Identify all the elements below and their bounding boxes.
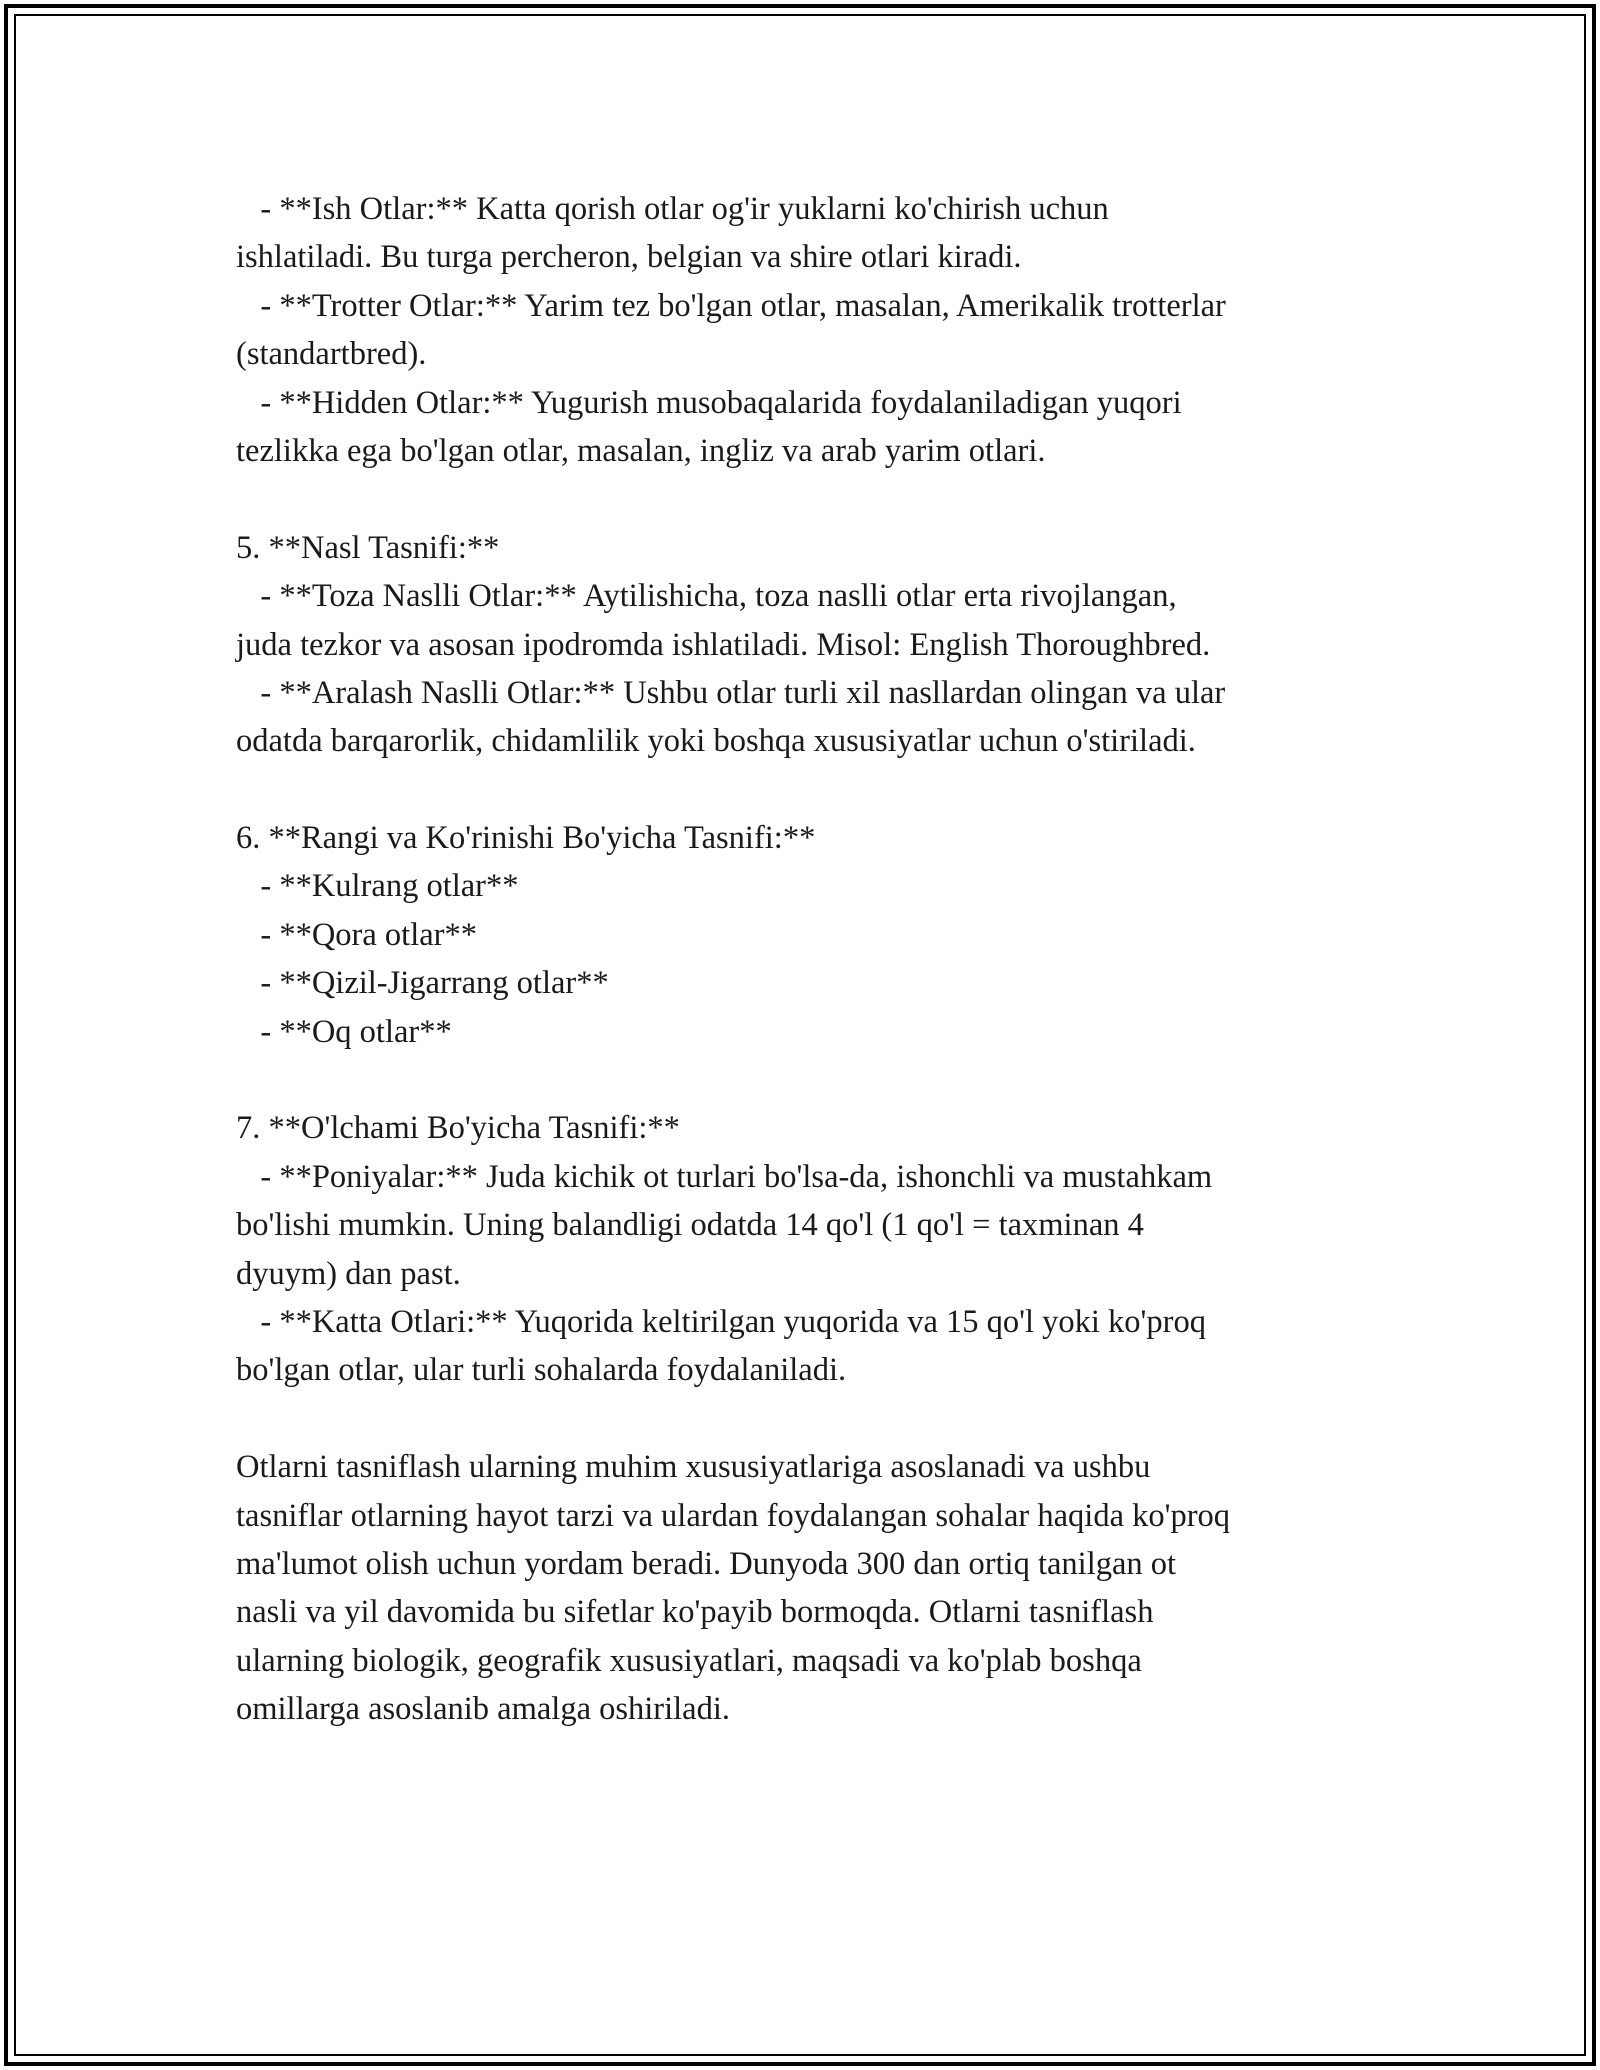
paragraph-trotter-otlar [236,282,1416,379]
blank-line [236,1056,1416,1104]
text-line: - **Oq otlar** [236,1013,452,1050]
text-line: Otlarni tasniflash ularning muhim xususiyatlariga asoslanadi va ushbu [236,1449,1151,1486]
paragraph-nasl-heading [236,524,1416,572]
paragraph-katta-otlari [236,1298,1416,1395]
text-line: odatda barqarorlik, chidamlilik yoki boshqa xususiyatlar uchun o'stiriladi. [236,723,1196,760]
paragraph-hidden-otlar [236,379,1416,476]
text-line: 7. **O'lchami Bo'yicha Tasnifi:** [236,1110,680,1147]
text-line: (standartbred). [236,336,427,373]
text-line: nasli va yil davomida bu sifetlar ko'payib bormoqda. Otlarni tasniflash [236,1594,1154,1631]
text-line: ishlatiladi. Bu turga percheron, belgian va shire otlari kiradi. [236,239,1022,276]
paragraph-poniyalar [236,1153,1416,1298]
text-line: omillarga asoslanib amalga oshiriladi. [236,1691,731,1728]
paragraph-conclusion [236,1443,1416,1733]
text-line: tezlikka ega bo'lgan otlar, masalan, ingliz va arab yarim otlari. [236,432,1046,469]
document-body [236,185,1416,1734]
paragraph-olchami-heading [236,1104,1416,1152]
text-line: ularning biologik, geografik xususiyatlari, maqsadi va ko'plab boshqa [236,1642,1142,1679]
text-line: tasniflar otlarning hayot tarzi va ulardan foydalangan sohalar haqida ko'proq [236,1497,1231,1534]
text-line: - **Kulrang otlar** [236,868,519,905]
text-line: - **Aralash Naslli Otlar:** Ushbu otlar turli xil nasllardan olingan va ular [236,674,1226,711]
text-line: - **Hidden Otlar:** Yugurish musobaqalarida foydalaniladigan yuqori [236,384,1182,421]
text-line: - **Trotter Otlar:** Yarim tez bo'lgan otlar, masalan, Amerikalik trotterlar [236,287,1226,324]
text-line: juda tezkor va asosan ipodromda ishlatiladi. Misol: English Thoroughbred. [236,626,1211,663]
blank-line [236,1395,1416,1443]
paragraph-ish-otlar [236,185,1416,282]
text-line: - **Toza Naslli Otlar:** Aytilishicha, toza naslli otlar erta rivojlangan, [236,578,1177,615]
text-line: - **Qora otlar** [236,916,477,953]
blank-line [236,766,1416,814]
paragraph-qora [236,911,1416,959]
paragraph-kulrang [236,862,1416,910]
text-line: bo'lishi mumkin. Uning balandligi odatda 14 qo'l (1 qo'l = taxminan 4 [236,1207,1144,1244]
paragraph-qizil [236,959,1416,1007]
text-line: - **Katta Otlari:** Yuqorida keltirilgan yuqorida va 15 qo'l yoki ko'proq [236,1303,1206,1340]
text-line: - **Poniyalar:** Juda kichik ot turlari bo'lsa-da, ishonchli va mustahkam [236,1158,1213,1195]
paragraph-rangi-heading [236,814,1416,862]
paragraph-oq [236,1008,1416,1056]
text-line: 5. **Nasl Tasnifi:** [236,529,500,566]
blank-line [236,475,1416,523]
text-line: ma'lumot olish uchun yordam beradi. Dunyoda 300 dan ortiq tanilgan ot [236,1545,1177,1582]
text-line: - **Ish Otlar:** Katta qorish otlar og'ir yuklarni ko'chirish uchun [236,191,1109,227]
text-line: - **Qizil-Jigarrang otlar** [236,965,609,1002]
text-line: 6. **Rangi va Ko'rinishi Bo'yicha Tasnifi:** [236,820,816,857]
paragraph-toza-nasl [236,572,1416,669]
paragraph-aralash-nasl [236,669,1416,766]
text-line: dyuym) dan past. [236,1255,461,1292]
text-line: bo'lgan otlar, ular turli sohalarda foydalaniladi. [236,1352,847,1389]
